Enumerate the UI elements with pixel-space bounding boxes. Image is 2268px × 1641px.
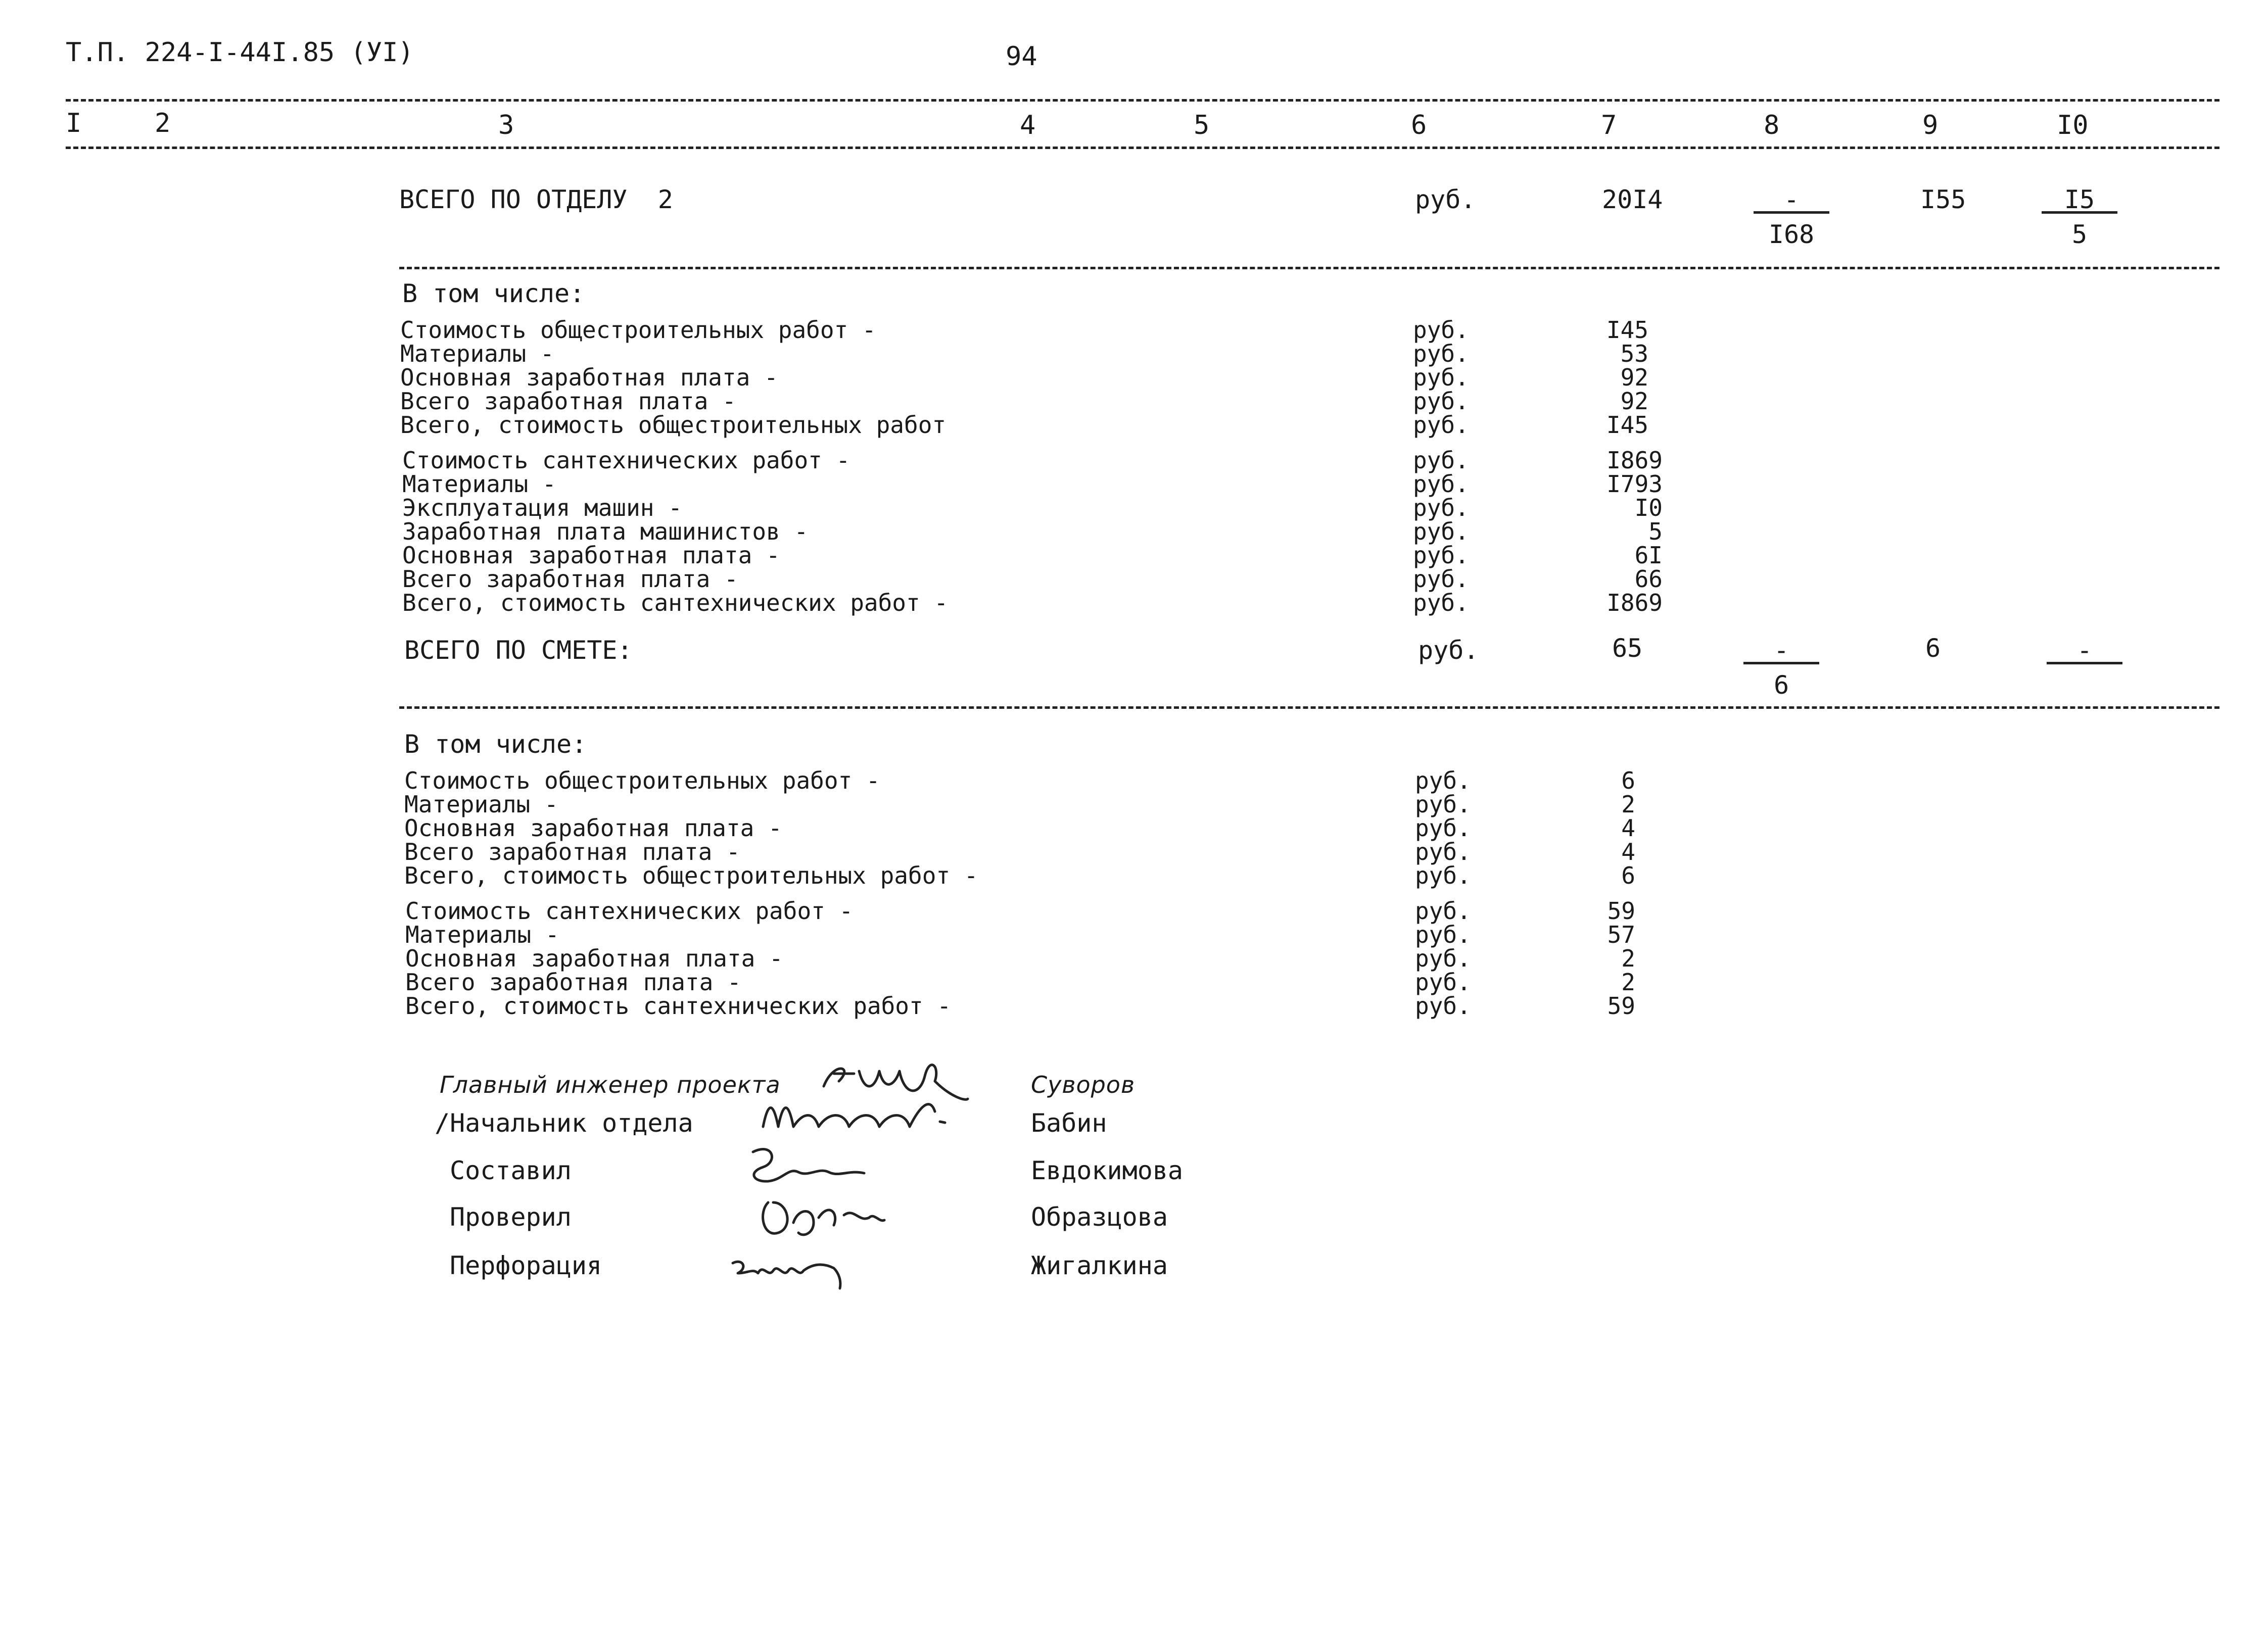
- breakdown-row-unit: руб.: [1413, 340, 1469, 367]
- breakdown-row-value: I869: [1606, 447, 1663, 474]
- breakdown-row-value: I45: [1606, 411, 1648, 439]
- signature-name-checked: Образцова: [1031, 1202, 1168, 1232]
- dept-total-unit: руб.: [1415, 185, 1476, 214]
- estimate-total-col8-top: -: [1743, 636, 1819, 664]
- breakdown-row-label: Материалы -: [402, 470, 556, 498]
- column-number-3: 3: [498, 110, 514, 140]
- dept-total-col8-bottom: I68: [1768, 220, 1815, 249]
- signature-name-department-head: Бабин: [1031, 1108, 1107, 1138]
- breakdown-row-value: 92: [1620, 388, 1648, 415]
- breakdown-row-unit: руб.: [1415, 969, 1471, 996]
- breakdown-row-unit: руб.: [1413, 470, 1469, 498]
- breakdown-row-value: 59: [1607, 992, 1635, 1020]
- breakdown-row-label: Всего, стоимость общестроительных работ -: [404, 862, 978, 889]
- breakdown-row-label: Основная заработная плата -: [404, 814, 782, 842]
- breakdown-row-unit: руб.: [1413, 447, 1469, 474]
- breakdown-row-value: 6I: [1634, 542, 1663, 569]
- breakdown-row-unit: руб.: [1413, 542, 1469, 569]
- handwritten-signature-2: [758, 1091, 970, 1137]
- column-number-7: 7: [1601, 110, 1617, 140]
- breakdown-row-unit: руб.: [1415, 838, 1471, 865]
- breakdown-row-label: Материалы -: [400, 340, 554, 367]
- dept-total-label: ВСЕГО ПО ОТДЕЛУ 2: [399, 185, 673, 214]
- breakdown-row-unit: руб.: [1413, 411, 1469, 439]
- column-number-2: 2: [155, 108, 171, 138]
- estimate-total-label: ВСЕГО ПО СМЕТЕ:: [404, 636, 633, 665]
- estimate-breakdown-heading: В том числе:: [404, 730, 587, 759]
- estimate-total-unit: руб.: [1418, 636, 1479, 665]
- breakdown-row-label: Основная заработная плата -: [405, 945, 783, 972]
- column-number-1: I: [66, 108, 82, 138]
- column-number-8: 8: [1764, 110, 1780, 140]
- signature-role-chief-engineer: Главный инженер проекта: [440, 1071, 781, 1098]
- breakdown-row-value: 6: [1621, 862, 1635, 889]
- breakdown-row-label: Всего заработная плата -: [400, 388, 736, 415]
- breakdown-row-label: Всего, стоимость общестроительных работ: [400, 411, 947, 439]
- handwritten-signature-4: [758, 1192, 889, 1243]
- breakdown-row-unit: руб.: [1415, 814, 1471, 842]
- estimate-total-col10-fraction: [2047, 636, 2122, 664]
- breakdown-row-unit: руб.: [1413, 388, 1469, 415]
- breakdown-row-value: 66: [1634, 565, 1663, 593]
- breakdown-row-value: I0: [1634, 494, 1663, 521]
- document-code: Т.П. 224-I-44I.85 (УI): [66, 37, 414, 68]
- breakdown-row-value: 53: [1620, 340, 1648, 367]
- dept-total-col10-bottom: 5: [2071, 220, 2088, 249]
- column-number-5: 5: [1194, 110, 1210, 140]
- estimate-total-col9: 6: [1925, 634, 1941, 663]
- column-number-4: 4: [1020, 110, 1036, 140]
- breakdown-row-unit: руб.: [1415, 862, 1471, 889]
- breakdown-row-unit: руб.: [1415, 791, 1471, 818]
- breakdown-row-unit: руб.: [1415, 921, 1471, 948]
- breakdown-row-label: Заработная плата машинистов -: [402, 518, 809, 545]
- table-top-rule: [66, 99, 2219, 102]
- breakdown-row-label: Стоимость общестроительных работ -: [404, 767, 880, 794]
- estimate-total-rule: [399, 706, 2219, 709]
- breakdown-row-label: Всего, стоимость сантехнических работ -: [405, 992, 952, 1020]
- breakdown-row-unit: руб.: [1415, 992, 1471, 1020]
- breakdown-row-label: Материалы -: [404, 791, 558, 818]
- breakdown-row-unit: руб.: [1415, 945, 1471, 972]
- breakdown-row-value: 59: [1607, 897, 1635, 925]
- breakdown-row-label: Эксплуатация машин -: [402, 494, 682, 521]
- breakdown-row-value: 6: [1621, 767, 1635, 794]
- breakdown-row-unit: руб.: [1413, 589, 1469, 616]
- breakdown-row-label: Основная заработная плата -: [402, 542, 780, 569]
- breakdown-row-value: I45: [1606, 316, 1648, 344]
- column-number-10: I0: [2057, 110, 2089, 140]
- dept-total-col8-fraction: [1754, 185, 1829, 249]
- breakdown-row-unit: руб.: [1413, 565, 1469, 593]
- signature-role-checked: Проверил: [450, 1202, 572, 1232]
- breakdown-row-label: Стоимость общестроительных работ -: [400, 316, 876, 344]
- breakdown-row-unit: руб.: [1413, 518, 1469, 545]
- page-number: 94: [1006, 41, 1037, 72]
- signature-role-department-head: /Начальник отдела: [435, 1108, 693, 1138]
- breakdown-row-label: Стоимость сантехнических работ -: [405, 897, 854, 925]
- breakdown-row-label: Всего заработная плата -: [402, 565, 738, 593]
- dept-total-col10-fraction: [2042, 185, 2117, 249]
- breakdown-row-value: I869: [1606, 589, 1663, 616]
- signature-name-chief-engineer: Суворов: [1031, 1071, 1136, 1098]
- breakdown-row-value: 92: [1620, 364, 1648, 391]
- signature-name-perforation: Жигалкина: [1031, 1251, 1168, 1280]
- dept-breakdown-heading: В том числе:: [402, 279, 585, 308]
- column-number-6: 6: [1411, 110, 1427, 140]
- breakdown-row-label: Всего заработная плата -: [405, 969, 741, 996]
- signature-name-compiled: Евдокимова: [1031, 1156, 1184, 1185]
- dept-total-col9: I55: [1920, 185, 1966, 214]
- breakdown-row-value: 2: [1621, 945, 1635, 972]
- breakdown-row-unit: руб.: [1413, 364, 1469, 391]
- breakdown-row-value: 2: [1621, 969, 1635, 996]
- column-number-9: 9: [1922, 110, 1939, 140]
- table-header-rule: [66, 147, 2219, 149]
- estimate-total-col8-bottom: 6: [1773, 670, 1789, 700]
- dept-total-col10-top: I5: [2042, 185, 2117, 214]
- signature-role-compiled: Составил: [450, 1156, 572, 1185]
- signature-role-perforation: Перфорация: [450, 1251, 602, 1280]
- handwritten-signature-5: [728, 1248, 854, 1293]
- breakdown-row-value: I793: [1606, 470, 1663, 498]
- breakdown-row-label: Всего, стоимость сантехнических работ -: [402, 589, 949, 616]
- breakdown-row-label: Всего заработная плата -: [404, 838, 740, 865]
- estimate-total-col7: 65: [1612, 634, 1643, 663]
- breakdown-row-label: Стоимость сантехнических работ -: [402, 447, 850, 474]
- handwritten-signature-3: [743, 1142, 884, 1187]
- breakdown-row-value: 5: [1648, 518, 1663, 545]
- breakdown-row-unit: руб.: [1413, 494, 1469, 521]
- estimate-total-col10-top: -: [2047, 636, 2122, 664]
- breakdown-row-unit: руб.: [1415, 767, 1471, 794]
- dept-total-col8-top: -: [1754, 185, 1829, 214]
- breakdown-row-unit: руб.: [1415, 897, 1471, 925]
- breakdown-row-label: Основная заработная плата -: [400, 364, 778, 391]
- breakdown-row-unit: руб.: [1413, 316, 1469, 344]
- breakdown-row-value: 4: [1621, 838, 1635, 865]
- breakdown-row-label: Материалы -: [405, 921, 559, 948]
- breakdown-row-value: 4: [1621, 814, 1635, 842]
- breakdown-row-value: 2: [1621, 791, 1635, 818]
- dept-total-col7: 20I4: [1602, 185, 1663, 214]
- breakdown-row-value: 57: [1607, 921, 1635, 948]
- estimate-total-col8-fraction: [1743, 636, 1819, 700]
- dept-total-rule: [399, 267, 2219, 269]
